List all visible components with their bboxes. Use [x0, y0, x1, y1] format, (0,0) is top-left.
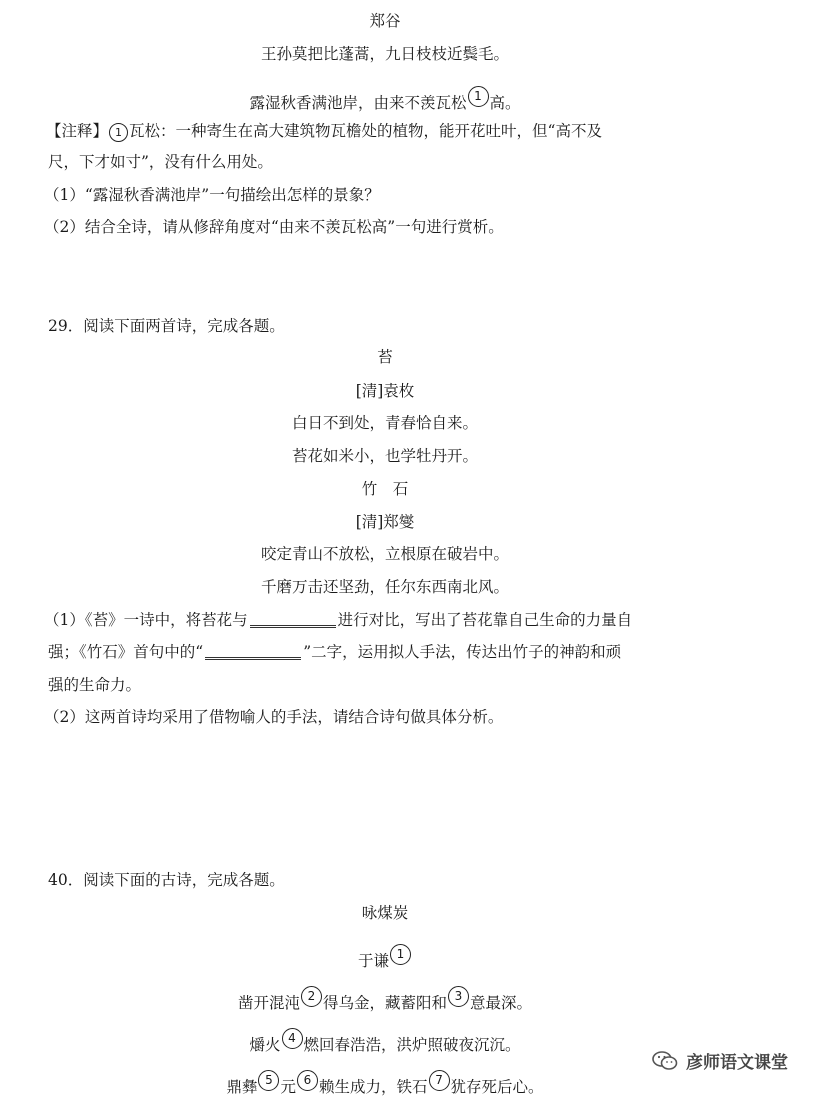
q29-sub1-line2: 强；《竹石》首句中的“ ”二字，运用拟人手法，传达出竹子的神韵和顽	[48, 643, 622, 661]
poem1-note: 【注释】 1 瓦松：一种寄生在高大建筑物瓦檐处的植物，能开花吐叶，但“高不及	[46, 122, 602, 140]
poem-author: 于谦 1	[0, 944, 770, 971]
note-marker-3: 3	[448, 986, 469, 1007]
poem-line1: 凿开混沌 2 得乌金，藏蓄阳和 3 意最深。	[0, 986, 770, 1013]
poem1-line1: 王孙莫把比蓬蒿，九日枝枝近鬓毛。	[260, 45, 509, 63]
poem-line3: 鼎彝 5 元 6 赖生成力，铁石 7 犹存死后心。	[0, 1070, 770, 1097]
watermark	[652, 1048, 788, 1073]
note-marker-1: 1	[468, 86, 489, 107]
note-marker-6: 6	[297, 1070, 318, 1091]
poem-b-line1: 咬定青山不放松，立根原在破岩中。	[260, 545, 509, 563]
note-marker-1: 1	[390, 944, 411, 965]
poem-b-title: 竹 石	[361, 480, 409, 498]
poem-a-author: [清]袁枚	[355, 382, 415, 400]
poem1-question-1: （1）“露湿秋香满池岸”一句描绘出怎样的景象？	[44, 186, 380, 204]
wechat-icon	[652, 1050, 678, 1072]
note-marker-7: 7	[429, 1070, 450, 1091]
poem1-question-2: （2）结合全诗，请从修辞角度对“由来不羡瓦松高”一句进行赏析。	[44, 218, 504, 236]
poem-a-line2: 苔花如米小，也学牡丹开。	[291, 447, 478, 465]
poem-a-line1: 白日不到处，青春恰自来。	[291, 414, 478, 432]
q29-sub1-line3: 强的生命力。	[48, 676, 142, 694]
poem-title: 咏煤炭	[361, 904, 409, 922]
note-marker-1: 1	[109, 123, 128, 142]
poem1-note-cont: 尺，下才如寸”，没有什么用处。	[48, 153, 273, 171]
note-marker-4: 4	[282, 1028, 303, 1049]
poem1-author: 郑谷	[369, 12, 401, 30]
note-marker-2: 2	[301, 986, 322, 1007]
poem-b-author: [清]郑燮	[355, 513, 415, 531]
q29-sub1-line1: （1）《苔》一诗中，将苔花与 进行对比，写出了苔花靠自己生命的力量自	[44, 611, 633, 629]
q40-heading: 40．阅读下面的古诗，完成各题。	[48, 871, 285, 889]
watermark-text: 彦师语文课堂	[686, 1053, 788, 1073]
q29-heading: 29．阅读下面两首诗，完成各题。	[48, 317, 285, 335]
q29-sub2: （2）这两首诗均采用了借物喻人的手法，请结合诗句做具体分析。	[44, 708, 504, 726]
answer-blank[interactable]	[205, 643, 301, 660]
poem-a-title: 苔	[377, 348, 393, 366]
poem-line2: 爝火 4 燃回春浩浩，洪炉照破夜沉沉。	[0, 1028, 770, 1055]
poem-b-line2: 千磨万击还坚劲，任尔东西南北风。	[260, 578, 509, 596]
poem1-line2: 露湿秋香满池岸，由来不羡瓦松 1 高。	[0, 86, 770, 113]
note-marker-5: 5	[258, 1070, 279, 1091]
answer-blank[interactable]	[250, 611, 336, 628]
